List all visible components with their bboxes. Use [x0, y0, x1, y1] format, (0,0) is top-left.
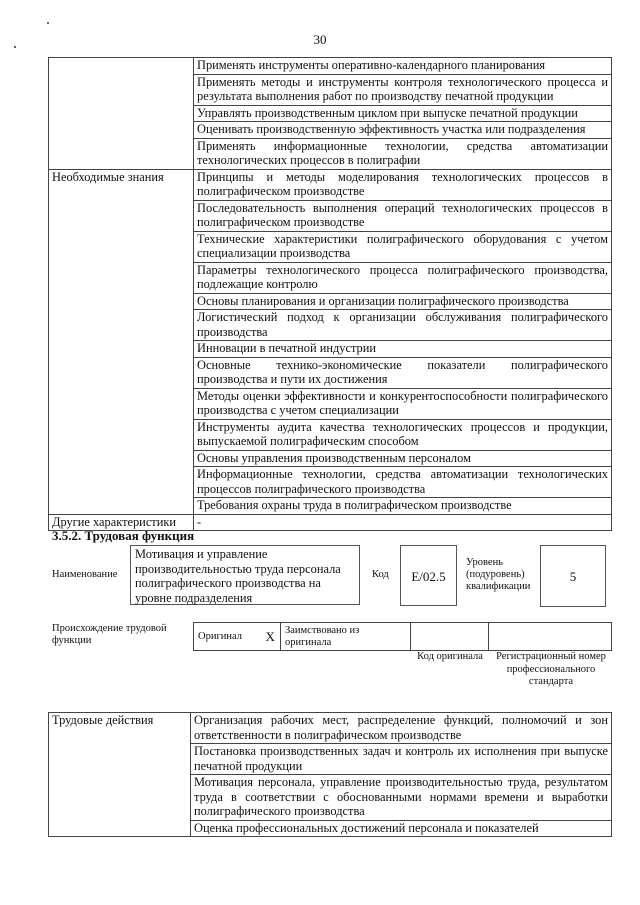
- labor-action-label: Трудовые действия: [49, 713, 191, 837]
- scan-speck: [47, 22, 49, 24]
- knowledge-item: Инновации в печатной индустрии: [194, 341, 612, 358]
- skill-item: Управлять производственным циклом при выпуске печатной продукции: [194, 105, 612, 122]
- knowledge-item: Основы планирования и организации полиграфического производства: [194, 293, 612, 310]
- knowledge-item: Инструменты аудита качества технологических процессов и продукции, выпускаемой полиграфическим способом: [194, 419, 612, 450]
- labor-action-item: Постановка производственных задач и контроль их исполнения при выпуске печатной продукции: [191, 744, 612, 775]
- origin-label: Происхождение трудовой функции: [52, 623, 167, 646]
- level-label: Уровень (подуровень) квалификации: [466, 557, 531, 592]
- knowledge-item: Технические характеристики полиграфического оборудования с учетом специализации производства: [194, 231, 612, 262]
- code-label: Код: [372, 569, 389, 580]
- level-box: 5: [540, 545, 606, 607]
- function-name-box: Мотивация и управление производительностью труда персонала полиграфического производства на уровне подразделения: [130, 545, 360, 605]
- knowledge-item: Требования охраны труда в полиграфическом производстве: [194, 498, 612, 515]
- knowledge-item: Параметры технологического процесса полиграфического производства, подлежащие контролю: [194, 262, 612, 293]
- reg-number-caption: Регистрационный номер профессионального стандарта: [496, 651, 606, 687]
- labor-action-item: Оценка профессиональных достижений персонала и показателей: [191, 820, 612, 837]
- page-number: 30: [313, 32, 327, 47]
- knowledge-item: Логистический подход к организации обслуживания полиграфического производства: [194, 310, 612, 341]
- labor-action-item: Организация рабочих мест, распределение функций, полномочий и зон ответственности в полиграфическом производстве: [191, 713, 612, 744]
- reg-number-cell: [489, 623, 612, 651]
- other-item: -: [194, 514, 612, 531]
- skill-item: Применять информационные технологии, средства автоматизации технологических процессов в полиграфии: [194, 138, 612, 169]
- other-label: Другие характеристики: [49, 514, 194, 531]
- origin-table: [193, 622, 612, 651]
- skill-item: Применять методы и инструменты контроля технологического процесса и результата выполнения работ по производству печатной продукции: [194, 74, 612, 105]
- labor-actions-table: [48, 712, 612, 837]
- borrowed-label: Заимствовано из оригинала: [281, 623, 411, 651]
- knowledge-item: Основы управления производственным персоналом: [194, 450, 612, 467]
- knowledge-item: Основные технико-экономические показатели полиграфического производства и пути их достижения: [194, 357, 612, 388]
- knowledge-item: Информационные технологии, средства автоматизации технологических процессов полиграфического производства: [194, 467, 612, 498]
- knowledge-item: Принципы и методы моделирования технологических процессов в полиграфическом производстве: [194, 169, 612, 200]
- knowledge-item: Методы оценки эффективности и конкурентоспособности полиграфического производства с учетом специализации: [194, 388, 612, 419]
- skill-item: Оценивать производственную эффективность участка или подразделения: [194, 122, 612, 139]
- knowledge-item: Последовательность выполнения операций технологических процессов в полиграфическом производстве: [194, 200, 612, 231]
- original-code-caption: Код оригинала: [417, 651, 483, 662]
- skills-knowledge-table: [48, 57, 612, 531]
- empty-label-cell: [49, 58, 194, 170]
- knowledge-label: Необходимые знания: [49, 169, 194, 514]
- section-heading: 3.5.2. Трудовая функция: [52, 528, 195, 543]
- name-label: Наименование: [52, 569, 118, 580]
- labor-action-item: Мотивация персонала, управление производительностью труда, результатом труда в соответствии с обоснованными нормами времени и выработки полиграфического производства: [191, 775, 612, 821]
- original-label: Оригинал: [194, 623, 262, 651]
- original-code-cell: [411, 623, 489, 651]
- original-mark: X: [262, 623, 281, 651]
- function-code-box: E/02.5: [400, 545, 457, 606]
- skill-item: Применять инструменты оперативно-календарного планирования: [194, 58, 612, 75]
